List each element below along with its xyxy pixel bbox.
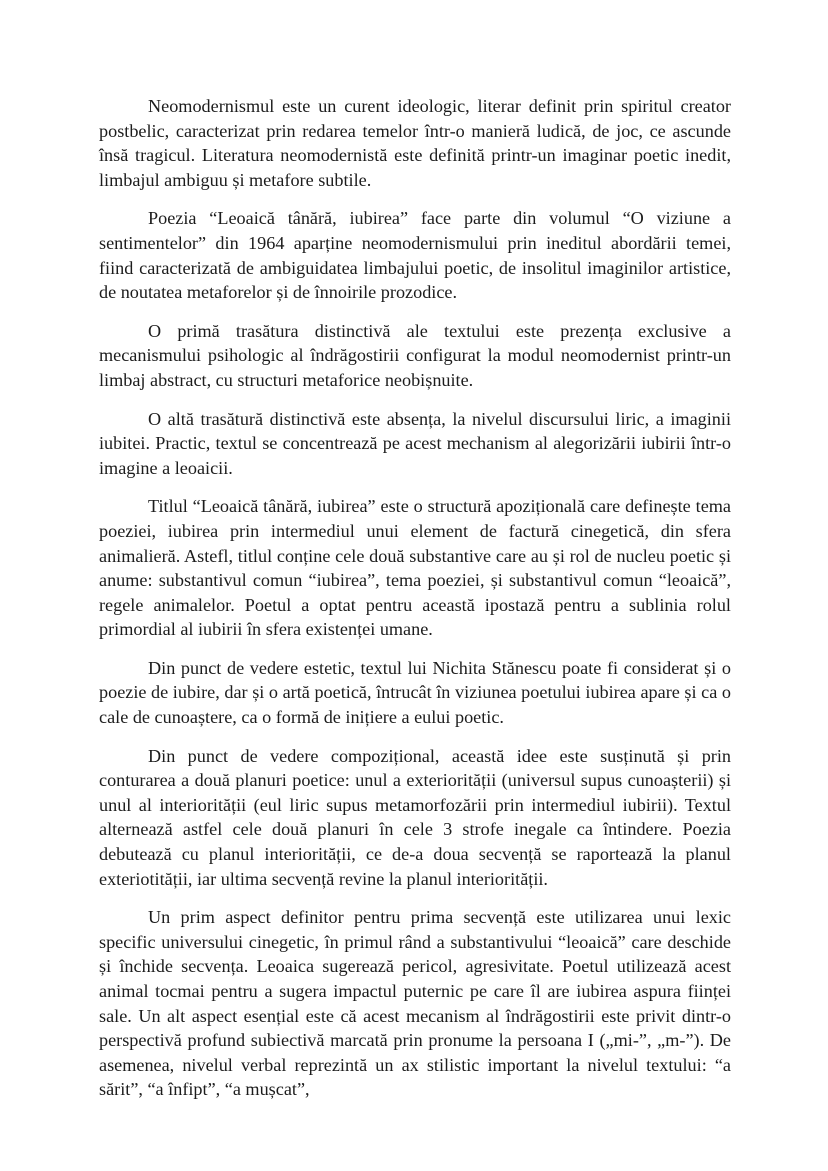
paragraph-second-trait: O altă trasătură distinctivă este absența, la nivelul discursului liric, a imaginii iubitei. Practic, textul se concentrează pe acest mechanism al alegorizării iubirii într-o imagine a leoaicii. — [99, 408, 731, 478]
paragraph-title-analysis: Titlul “Leoaică tânără, iubirea” este o structură apozițională care definește tema poeziei, iubirea prin intermediul unui element de factură cinegetică, din sfera animalieră. Astefl, titlul conține cele două substantive care au și rol de nucleu poetic și anume: substantivul comun “iubirea”, tema poeziei, și substantivul comun “leoaică”, regele animalelor. Poetul a optat pentru această ipostază pentru a sublinia rolul primordial al iubirii în sfera existenței umane. — [99, 496, 731, 640]
paragraph-intro-neomodernism: Neomodernismul este un curent ideologic, literar definit prin spiritul creator postbelic, caracterizat prin redarea temelor într-o manieră ludică, de joc, ce ascunde însă tragicul. Literatura neomodernistă este definită printr-un imaginar poetic inedit, limbajul ambiguu și metafore subtile. — [99, 96, 731, 190]
paragraph-first-sequence: Un prim aspect definitor pentru prima secvență este utilizarea unui lexic specific universului cinegetic, în primul rând a substantivului “leoaică” care deschide și închide secvența. Leoaica sugerează pericol, agresivitate. Poetul utilizează acest animal tocmai pentru a sugera impactul puternic pe care îl are iubirea aspura ființei sale. Un alt aspect esențial este că acest mecanism al îndrăgostirii este privit dintr-o perspectivă profund subiectivă marcată prin pronume la persoana I („mi-”, „m-”). De asemenea, nivelul verbal reprezintă un ax stilistic important la nivelul textului: “a sărit”, “a înfipt”, “a mușcat”, — [99, 907, 731, 1100]
paragraph-composition: Din punct de vedere compozițional, această idee este susținută și prin conturarea a două planuri poetice: unul a exteriorității (universul supus cunoașterii) și unul al interiorității (eul liric supus metamorfozării prin intermediul iubirii). Textul alternează astfel cele două planuri în cele 3 strofe inegale ca întindere. Poezia debutează cu planul interiorității, ce de-a doua secvență se raportează la planul exteriotității, iar ultima secvență revine la planul interiorității. — [99, 745, 731, 889]
paragraph-poem-context: Poezia “Leoaică tânără, iubirea” face parte din volumul “O viziune a sentimentelor” din 1964 aparține neomodernismului prin ineditul abordării temei, fiind caracterizată de ambiguidatea limbajului poetic, de insolitul imaginilor artistice, de noutatea metaforelor și de înnoirile prozodice. — [99, 208, 731, 303]
paragraph-first-trait: O primă trasătura distinctivă ale textului este prezența exclusive a mecanismului psihologic al îndrăgostirii configurat la modul neomodernist printr-un limbaj abstract, cu structuri metaforice neobișnuite. — [99, 320, 731, 390]
essay-body — [99, 94, 731, 1116]
paragraph-aesthetic: Din punct de vedere estetic, textul lui Nichita Stănescu poate fi considerat și o poezie de iubire, dar și o artă poetică, întrucât în viziunea poetului iubirea apare și ca o cale de cunoaștere, ca o formă de inițiere a eului poetic. — [99, 657, 731, 728]
